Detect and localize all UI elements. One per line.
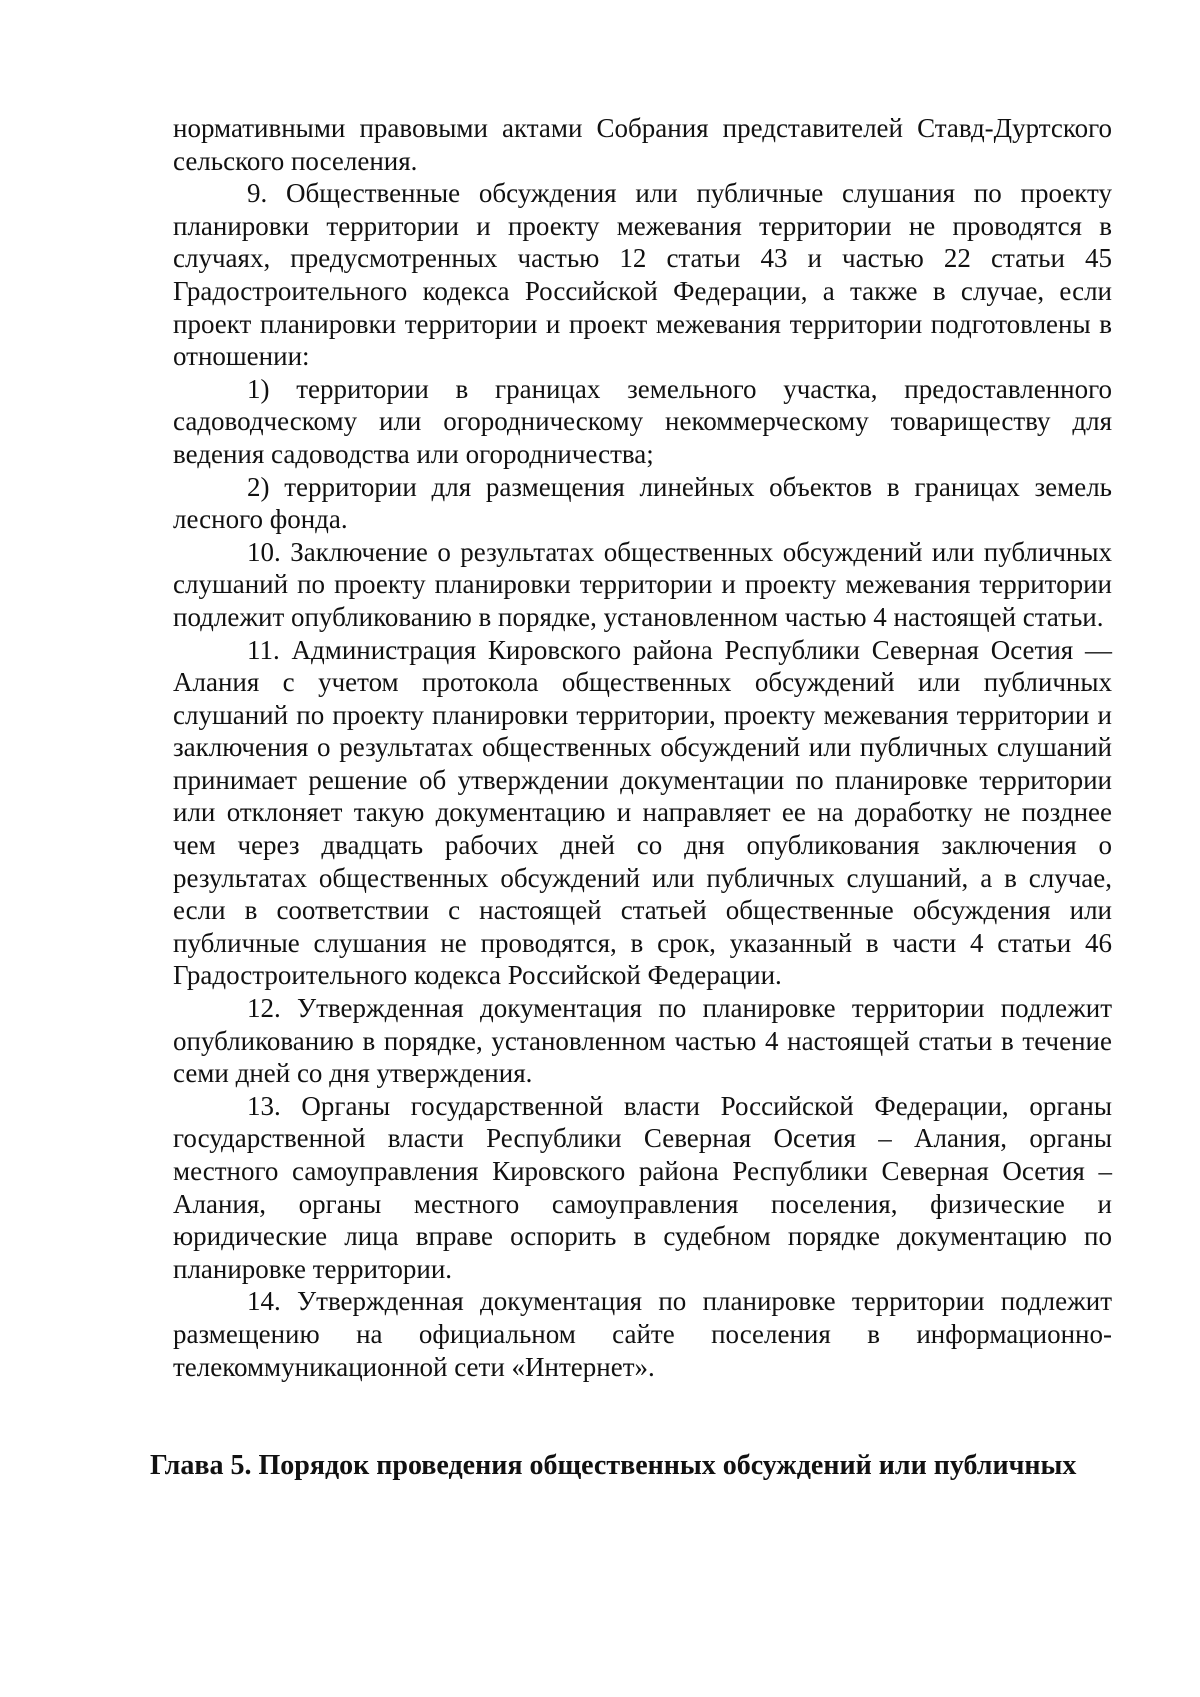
paragraph-subitem-9-1: 1) территории в границах земельного участка, предоставленного садоводческому или огородническому некоммерческому товариществу для ведения садоводства или огородничества;	[173, 373, 1112, 469]
paragraph-item-9: 9. Общественные обсуждения или публичные слушания по проекту планировки территории и проекту межевания территории не проводятся в случаях, предусмотренных частью 12 статьи 43 и частью 22 статьи 45 Градостроительного кодекса Российской Федерации, а также в случае, если проект планировки территории и проект межевания территории подготовлены в отношении:	[173, 178, 1112, 372]
paragraph-item-12: 12. Утвержденная документация по планировке территории подлежит опубликованию в порядке, установленном частью 4 настоящей статьи в течение семи дней со дня утверждения.	[173, 993, 1112, 1089]
paragraph-continuation: нормативными правовыми актами Собрания представителей Ставд-Дуртского сельского поселения.	[173, 113, 1112, 176]
document-body	[173, 112, 1112, 1383]
chapter-5-heading: Глава 5. Порядок проведения общественных обсуждений или публичных	[150, 1450, 1077, 1481]
paragraph-item-13: 13. Органы государственной власти Российской Федерации, органы государственной власти Республики Северная Осетия – Алания, органы местного самоуправления Кировского района Республики Северная Осетия – Алания, органы местного самоуправления поселения, физические и юридические лица вправе оспорить в судебном порядке документацию по планировке территории.	[173, 1090, 1112, 1284]
paragraph-item-11: 11. Администрация Кировского района Республики Северная Осетия — Алания с учетом протокола общественных обсуждений или публичных слушаний по проекту планировки территории, проекту межевания территории и заключения о результатах общественных обсуждений или публичных слушаний принимает решение об утверждении документации по планировке территории или отклоняет такую документацию и направляет ее на доработку не позднее чем через двадцать рабочих дней со дня опубликования заключения о результатах общественных обсуждений или публичных слушаний, а в случае, если в соответствии с настоящей статьей общественные обсуждения или публичные слушания не проводятся, в срок, указанный в части 4 статьи 46 Градостроительного кодекса Российской Федерации.	[173, 634, 1112, 991]
paragraph-item-14: 14. Утвержденная документация по планировке территории подлежит размещению на официальном сайте поселения в информационно-телекоммуникационной сети «Интернет».	[173, 1286, 1112, 1382]
paragraph-item-10: 10. Заключение о результатах общественных обсуждений или публичных слушаний по проекту планировки территории и проекту межевания территории подлежит опубликованию в порядке, установленном частью 4 настоящей статьи.	[173, 536, 1112, 632]
paragraph-subitem-9-2: 2) территории для размещения линейных объектов в границах земель лесного фонда.	[173, 471, 1112, 535]
